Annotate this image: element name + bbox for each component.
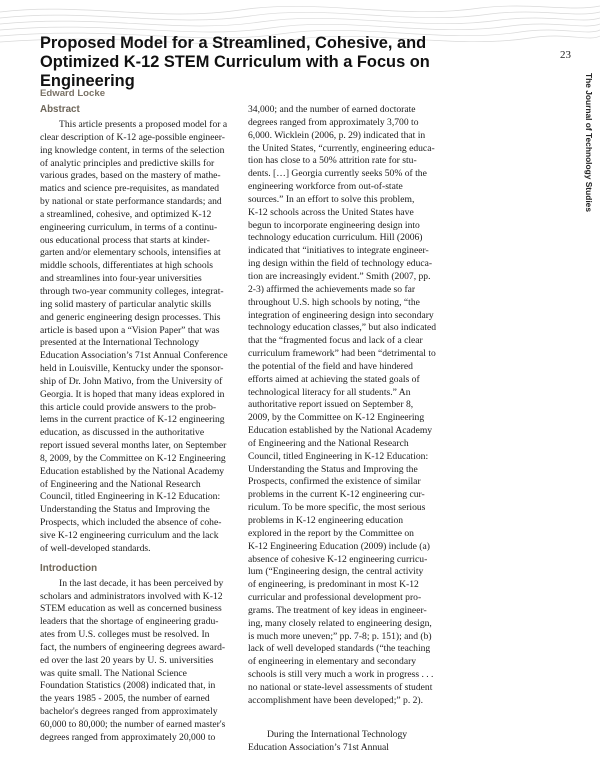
text-line: engineering curriculum, in terms of a continu-: [40, 221, 218, 233]
author-name: Edward Locke: [40, 88, 106, 99]
text-line: schools is still very much a work in progress . . .: [248, 669, 434, 681]
text-line: integration of engineering design into secondary: [248, 309, 434, 321]
abstract-heading: Abstract: [40, 104, 80, 115]
text-line: degrees ranged from approximately 3,700 to: [248, 116, 419, 128]
text-line: Prospects, confirmed the existence of similar: [248, 476, 421, 488]
text-line: K-12 Engineering Education (2009) include (a): [248, 540, 430, 552]
text-line: and streamlines into four-year universities: [40, 273, 202, 285]
text-line: ing design within the field of technology educa-: [248, 258, 433, 270]
text-line: was quite small. The National Science: [40, 667, 187, 679]
title-line: Engineering: [40, 72, 135, 90]
text-line: authoritative report issued on September 8,: [248, 399, 414, 411]
text-line: and generic engineering design processes. This: [40, 311, 221, 323]
text-line: begun to incorporate engineering design into: [248, 219, 420, 231]
journal-name: The Journal of Technology Studies: [584, 73, 594, 212]
text-line: dents. […] Georgia currently seeks 50% of the: [248, 168, 427, 180]
text-line: bachelor's degrees ranged from approximately: [40, 706, 218, 718]
text-line: report issued several months later, on September: [40, 440, 227, 452]
text-line: Council, titled Engineering in K-12 Education:: [248, 450, 429, 462]
text-line: ing knowledge content, in terms of the selection: [40, 144, 225, 156]
text-line: lum (“Engineering design, the central activity: [248, 566, 424, 578]
text-line: 34,000; and the number of earned doctorate: [248, 104, 416, 115]
text-line: Education Association’s 71st Annual: [248, 741, 389, 753]
text-line: technology education curriculum. Hill (2006): [248, 232, 423, 244]
text-line: of engineering, is predominant in most K-12: [248, 579, 419, 591]
text-line: engineering workforce from out-of-state: [248, 181, 403, 193]
text-line: Education Association’s 71st Annual Conference: [40, 350, 228, 362]
introduction-body-continued: [248, 104, 460, 708]
text-line: this article could provide answers to the prob-: [40, 401, 217, 413]
text-line: sive K-12 engineering curriculum and the lack: [40, 530, 219, 541]
text-line: 60,000 to 80,000; the number of earned master's: [40, 718, 226, 730]
text-line: presented at the International Technology: [40, 337, 199, 349]
text-line: a streamlined, cohesive, and optimized K-12: [40, 208, 212, 220]
text-line: Georgia. It is hoped that many ideas explored in: [40, 388, 225, 400]
left-column: [40, 104, 244, 745]
text-line: clear description of K-12 age-possible engineer-: [40, 131, 225, 143]
text-line: of Engineering and the National Research: [40, 478, 201, 490]
text-line: Understanding the Status and Improving the: [40, 504, 210, 516]
text-line: tion are increasingly evident.” Smith (2007, pp.: [248, 270, 431, 282]
text-line: of Engineering and the National Research: [248, 437, 409, 449]
text-line: throughout U.S. high schools by noting, “the: [248, 296, 420, 308]
text-line: K-12 schools across the United States have: [248, 206, 414, 218]
text-line: degrees ranged from approximately 20,000 to: [40, 731, 216, 743]
introduction-heading: Introduction: [40, 562, 98, 574]
text-line: the potential of the field and have hindered: [248, 360, 413, 372]
text-line: In the last decade, it has been perceived by: [59, 577, 224, 589]
text-line: ing, many closely related to engineering design,: [248, 617, 432, 629]
text-line: efforts aimed at achieving the stated goals of: [248, 373, 420, 385]
text-line: through two-year community colleges, integrat-: [40, 285, 224, 297]
text-line: ates from U.S. colleges must be resolved. In: [40, 629, 210, 641]
text-line: 2009, by the Committee on K-12 Engineering: [248, 412, 425, 424]
text-line: This article presents a proposed model for a: [59, 119, 228, 130]
text-line: education, as discussed in the authoritative: [40, 427, 205, 439]
right-column: [248, 104, 460, 754]
text-line: 2-3) affirmed the achievements made so far: [248, 283, 416, 295]
text-line: garten and/or elementary schools, intensifies at: [40, 247, 221, 259]
page-number: 23: [560, 49, 571, 61]
text-line: sources.” In an effort to solve this problem,: [248, 193, 415, 205]
text-line: 6,000. Wicklein (2006, p. 29) indicated that in: [248, 129, 426, 141]
text-line: STEM education as well as concerned business: [40, 603, 222, 615]
text-line: technological literacy for all students.” An: [248, 386, 411, 398]
text-line: riculum. To be more specific, the most serious: [248, 502, 426, 514]
text-line: tion has close to a 50% attrition rate for stu-: [248, 155, 417, 167]
text-line: Education established by the National Academy: [248, 425, 433, 437]
text-line: ing solid mastery of particular analytic skills: [40, 298, 212, 310]
text-line: the years 1985 - 2005, the number of earned: [40, 693, 210, 705]
abstract-body: [40, 119, 244, 556]
article-title: [40, 34, 540, 91]
text-line: by national or state performance standards; and: [40, 196, 222, 208]
text-line: leaders that the shortage of engineering gradu-: [40, 616, 219, 628]
text-line: that the “fragmented focus and lack of a clear: [248, 335, 423, 347]
text-line: curriculum framework” had been “detrimental to: [248, 348, 436, 360]
text-line: middle schools, differentiates at high schools: [40, 260, 214, 272]
text-line: curricular and professional development pro-: [248, 592, 422, 604]
text-line: technology education classes,” but also indicated: [248, 322, 437, 334]
text-line: problems in K-12 engineering education: [248, 515, 404, 526]
text-line: Understanding the Status and Improving the: [248, 463, 418, 475]
text-line: the United States, “currently, engineering educa-: [248, 142, 435, 154]
title-line: Proposed Model for a Streamlined, Cohesive, and: [40, 34, 427, 52]
text-line: explored in the report by the Committee on: [248, 527, 414, 539]
text-line: Council, titled Engineering in K-12 Education:: [40, 491, 221, 503]
introduction-body: [40, 578, 244, 745]
text-line: 8, 2009, by the Committee on K-12 Engineering: [40, 452, 226, 464]
text-line: is much more uneven;” pp. 7-8; p. 151); and (b): [248, 630, 432, 642]
text-line: absence of cohesive K-12 engineering curricu-: [248, 553, 428, 565]
text-line: matics and science pre-requisites, as mandated: [40, 183, 220, 195]
text-line: lack of well developed standards (“the teaching: [248, 643, 431, 655]
text-line: indicated that “initiatives to integrate engineer-: [248, 245, 429, 257]
title-line: Optimized K-12 STEM Curriculum with a Focus on: [40, 53, 430, 71]
text-line: of engineering in elementary and secondary: [248, 656, 417, 668]
text-line: held in Louisville, Kentucky under the sponsor-: [40, 363, 224, 375]
text-line: various grades, based on the mastery of mathe-: [40, 170, 221, 182]
text-line: of analytic principles and predictive skills for: [40, 157, 215, 169]
text-line: article is based upon a “Vision Paper” that was: [40, 324, 220, 336]
text-line: ship of Dr. John Mativo, from the University of: [40, 375, 223, 387]
text-line: fact, the numbers of engineering degrees award-: [40, 641, 226, 653]
next-paragraph: [248, 729, 460, 755]
text-line: scholars and administrators involved with K-12: [40, 590, 223, 602]
text-line: During the International Technology: [267, 728, 408, 740]
text-line: problems in the current K-12 engineering cur-: [248, 489, 425, 501]
text-line: no national or state-level assessments of student: [248, 681, 433, 693]
text-line: ed over the last 20 years by U. S. universities: [40, 654, 214, 666]
text-line: ous educational process that starts at kinder-: [40, 234, 210, 246]
text-line: grams. The treatment of key ideas in engineer-: [248, 604, 427, 616]
text-line: of well-developed standards.: [40, 542, 151, 554]
text-line: Foundation Statistics (2008) indicated that, in: [40, 680, 216, 692]
text-line: Prospects, which included the absence of cohe-: [40, 517, 222, 529]
text-line: accomplishment have been developed;” p. 2).: [248, 694, 424, 706]
text-line: Education established by the National Academy: [40, 465, 225, 477]
text-line: lems in the current practice of K-12 engineering: [40, 414, 225, 426]
